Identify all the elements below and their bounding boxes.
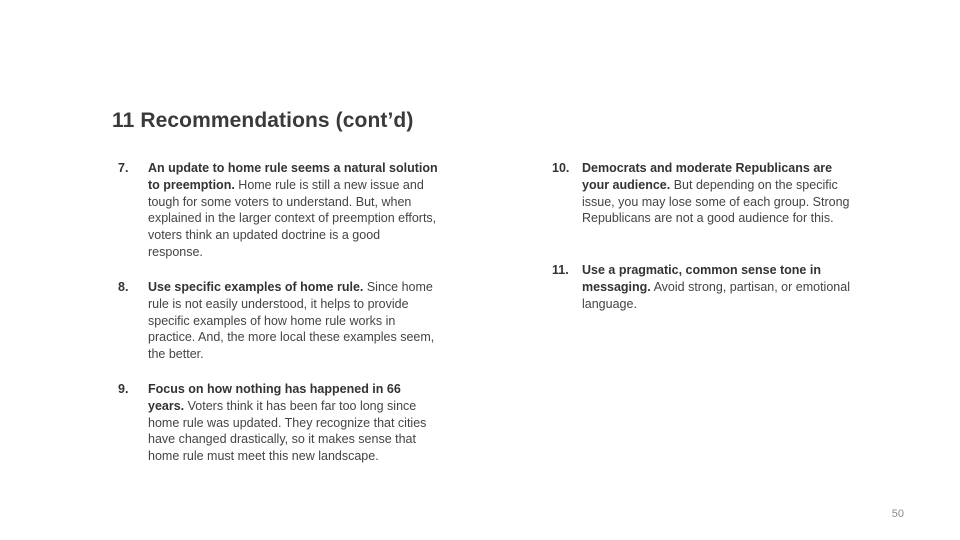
- recommendation-7: [118, 160, 438, 261]
- recommendation-heading: An update to home rule seems a natural solution to preemption.: [148, 161, 438, 192]
- recommendation-heading: Focus on how nothing has happened in 66 years.: [148, 382, 401, 413]
- recommendation-text: [148, 279, 438, 363]
- recommendation-10: [552, 160, 852, 227]
- recommendation-number: 7.: [118, 161, 129, 175]
- recommendation-body: Since home rule is not easily understood, it helps to provide specific examples of how home rule works in practice. And, the more local these examples seem, the better.: [148, 280, 435, 362]
- recommendation-heading: Use specific examples of home rule.: [148, 280, 364, 294]
- recommendation-heading: Use a pragmatic, common sense tone in messaging.: [582, 263, 821, 294]
- recommendation-heading: Democrats and moderate Republicans are your audience.: [582, 161, 833, 192]
- recommendation-text: [582, 160, 850, 227]
- recommendation-body: Avoid strong, partisan, or emotional language.: [582, 279, 850, 311]
- recommendation-body: Home rule is still a new issue and tough for some voters to understand. But, when explained in the larger context of preemption efforts, voters think an updated doctrine is a good response.: [148, 177, 437, 259]
- recommendation-body: But depending on the specific issue, you may lose some of each group. Strong Republicans are not a good audience for this.: [582, 177, 850, 226]
- recommendation-number: 8.: [118, 280, 129, 294]
- recommendation-11: [552, 262, 852, 312]
- recommendation-8: [118, 279, 435, 363]
- recommendation-number: 11.: [552, 263, 569, 277]
- recommendation-9: [118, 381, 427, 465]
- slide-title: 11 Recommendations (cont’d): [112, 109, 414, 132]
- recommendation-text: [148, 381, 438, 465]
- recommendation-number: 10.: [552, 161, 570, 175]
- recommendation-body: Voters think it has been far too long since home rule was updated. They recognize that cities have changed drastically, so it makes sense that home rule must meet this new landscape.: [148, 398, 427, 464]
- recommendation-text: [148, 160, 438, 261]
- page-number: 50: [891, 508, 904, 520]
- recommendation-text: [582, 262, 850, 312]
- recommendation-number: 9.: [118, 382, 129, 396]
